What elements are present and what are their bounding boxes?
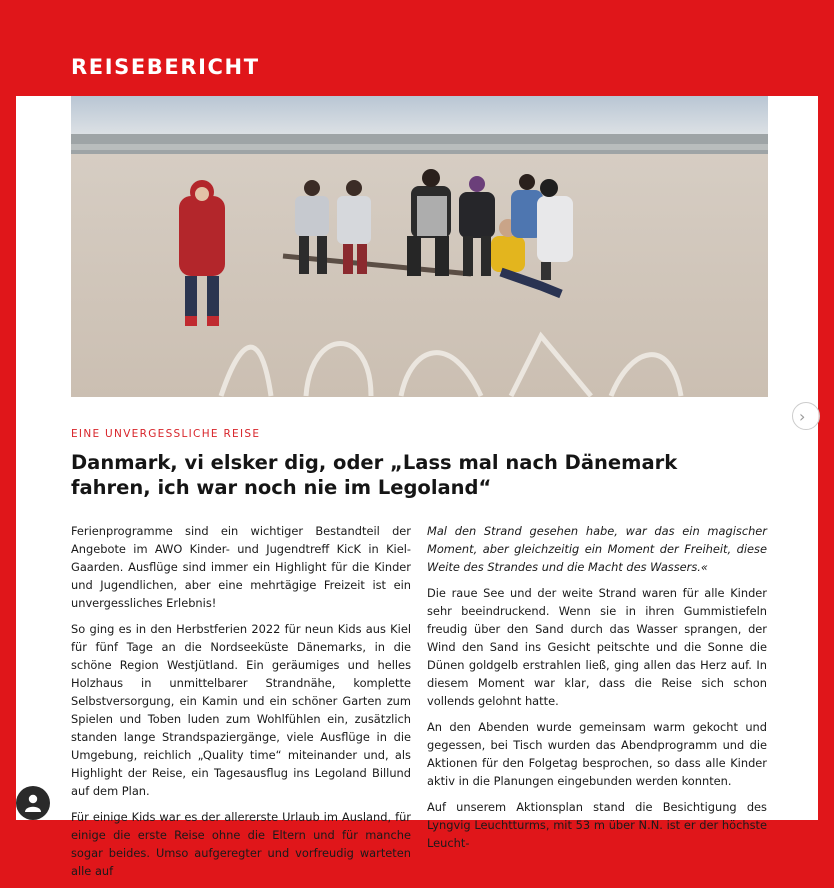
article-column-left [71,522,411,888]
avatar[interactable] [16,786,50,820]
paragraph: So ging es in den Herbstferien 2022 für neun Kids aus Kiel für fünf Tage an die Nordseeküste Dänemarks, in die schöne Region Westjütland. Ein geräumiges und helles Holzhaus in unmittelbarer Strandnähe, komplette Selbstversorgung, ein Kamin und ein schöner Garten zum Spielen und Toben luden zum Wohlfühlen ein, zusätzlich standen lange Strandspaziergänge, viele Ausflüge in die Umgebung, reichlich „Quality time“ miteinander und, als Highlight der Reise, ein Tagesausflug ins Legoland Billund auf dem Plan. [71,622,411,798]
beach-group-photo [71,96,768,397]
chevron-right-icon: › [799,407,806,426]
section-title: REISEBERICHT [71,55,260,79]
beach-photo-illustration [71,96,768,397]
next-image-button[interactable] [792,402,820,430]
paragraph: Die raue See und der weite Strand waren für alle Kinder sehr beeindruckend. Wenn sie in ihren Gummistiefeln freudig über den Sand durch das Wasser sprangen, der Wind den Sand ins Gesicht peitschte und die Sonne die Dünen goldgelb erstrahlen ließ, ging allen das Herz auf. In diesem Moment war klar, dass die Reise sich schon vollends gelohnt hatte. [427,586,767,708]
article-headline: Danmark, vi elsker dig, oder „Lass mal nach Dänemark fahren, ich war noch nie im Legoland“ [71,451,678,499]
user-icon [24,793,42,813]
magazine-page [16,96,818,878]
paragraph: Ferienprogramme sind ein wichtiger Bestandteil der Angebote im AWO Kinder- und Jugendtreff KicK in Kiel-Gaarden. Ausflüge sind immer ein Highlight für die Kinder und Jugendlichen, aber eine mehrtägige Freizeit ist ein unvergessliches Erlebnis! [71,524,411,610]
pull-quote: Mal den Strand gesehen habe, war das ein magischer Moment, aber gleichzeitig ein Moment der Freiheit, diese Weite des Strandes und die Macht des Wassers.« [427,524,767,574]
paragraph: Auf unserem Aktionsplan stand die Besichtigung des Lyngvig Leuchtturms, mit 53 m über N.N. ist er der höchste Leucht- [427,800,767,850]
paragraph: Für einige Kids war es der allererste Urlaub im Ausland, für einige die erste Reise ohne die Eltern und für manche sogar beides. Umso aufgeregter und vorfreudig warteten alle auf [71,810,411,878]
article-kicker: EINE UNVERGESSLICHE REISE [71,428,261,440]
article-column-right [427,522,767,860]
paragraph: An den Abenden wurde gemeinsam warm gekocht und gegessen, bei Tisch wurden das Abendprogramm und die Aktionen für den Folgetag besprochen, so dass alle Kinder aktiv in die Planungen eingebunden werden konnten. [427,720,767,788]
